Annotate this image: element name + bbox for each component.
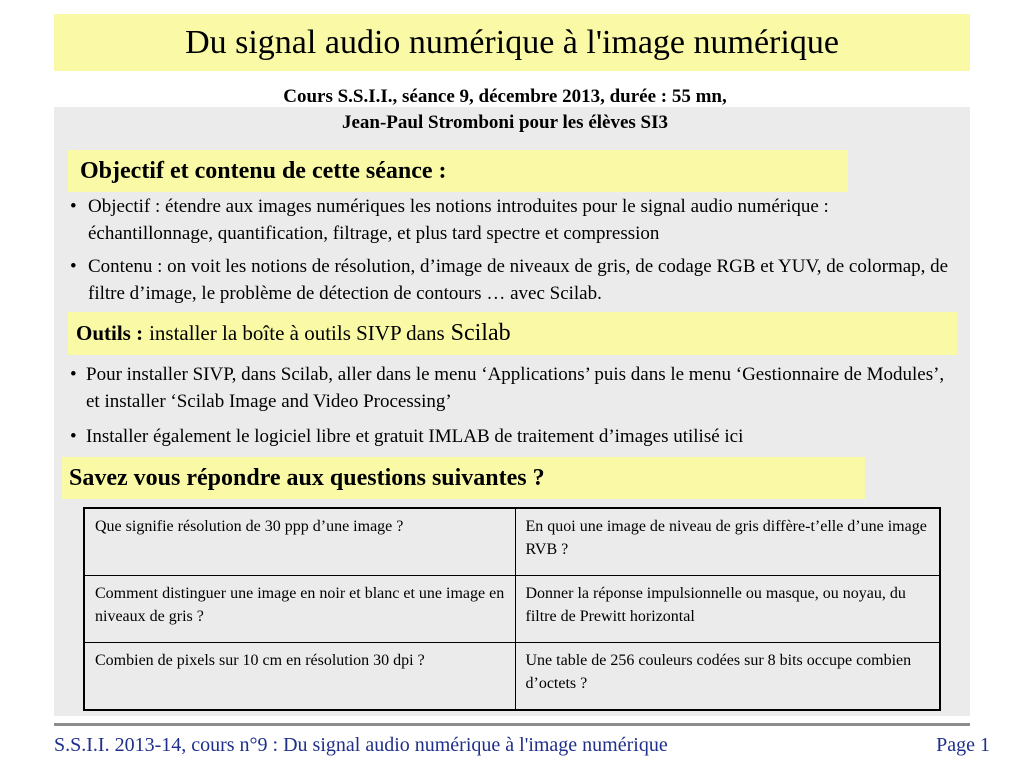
table-cell: Combien de pixels sur 10 cm en résolution 30 dpi ? (84, 642, 515, 710)
bullet-icon: • (70, 426, 77, 447)
questions-header-text: Savez vous répondre aux questions suivantes ? (69, 464, 545, 491)
bullet-icon: • (70, 196, 77, 217)
course-info (0, 84, 1010, 136)
outils-header-text: installer la boîte à outils SIVP dans (149, 321, 445, 345)
course-info-line-1: Cours S.S.I.I., séance 9, décembre 2013, durée : 55 mn, (283, 86, 727, 107)
outils-header (68, 312, 957, 355)
title-banner (54, 14, 970, 71)
table-row (84, 508, 940, 576)
objectif-header (68, 150, 848, 192)
list-item (70, 361, 950, 415)
table-cell: Donner la réponse impulsionnelle ou masque, ou noyau, du filtre de Prewitt horizontal (515, 576, 940, 643)
bullet-icon: • (70, 256, 77, 277)
outils-header-bold: Outils : (76, 321, 144, 345)
objectif-bullet-list (70, 193, 950, 313)
page-number: Page 1 (936, 734, 990, 756)
outils-bullet-list (70, 361, 950, 458)
bullet-text: Contenu : on voit les notions de résolution, d’image de niveaux de gris, de codage RGB et YUV, de colormap, de filtre d’image, le problème de détection de contours … avec Scilab. (88, 256, 949, 304)
list-item (70, 423, 950, 450)
questions-table (83, 507, 941, 711)
bullet-text: Objectif : étendre aux images numériques les notions introduites pour le signal audio numérique : échantillonnage, quantification, filtrage, et plus tard spectre et compression (88, 196, 829, 244)
bullet-text: Installer également le logiciel libre et gratuit IMLAB de traitement d’images utilisé ici (86, 426, 744, 447)
table-cell: En quoi une image de niveau de gris diffère-t’elle d’une image RVB ? (515, 508, 940, 576)
outils-header-scilab: Scilab (450, 320, 511, 346)
table-row (84, 642, 940, 710)
footer-caption: S.S.I.I. 2013-14, cours n°9 : Du signal audio numérique à l'image numérique (54, 734, 668, 756)
list-item (70, 193, 950, 247)
questions-header (62, 457, 865, 499)
course-info-line-2: Jean-Paul Stromboni pour les élèves SI3 (341, 112, 668, 133)
objectif-header-text: Objectif et contenu de cette séance : (80, 157, 447, 184)
bullet-text: Pour installer SIVP, dans Scilab, aller dans le menu ‘Applications’ puis dans le menu ‘Gestionnaire de Modules’, et installer ‘Scilab Image and Video Processing’ (86, 364, 945, 412)
list-item (70, 253, 950, 307)
bullet-icon: • (70, 364, 77, 385)
table-row (84, 576, 940, 643)
table-cell: Une table de 256 couleurs codées sur 8 bits occupe combien d’octets ? (515, 642, 940, 710)
table-cell: Que signifie résolution de 30 ppp d’une image ? (84, 508, 515, 576)
table-cell: Comment distinguer une image en noir et blanc et une image en niveaux de gris ? (84, 576, 515, 643)
footer-divider (54, 723, 970, 726)
slide-title: Du signal audio numérique à l'image numérique (185, 23, 839, 61)
